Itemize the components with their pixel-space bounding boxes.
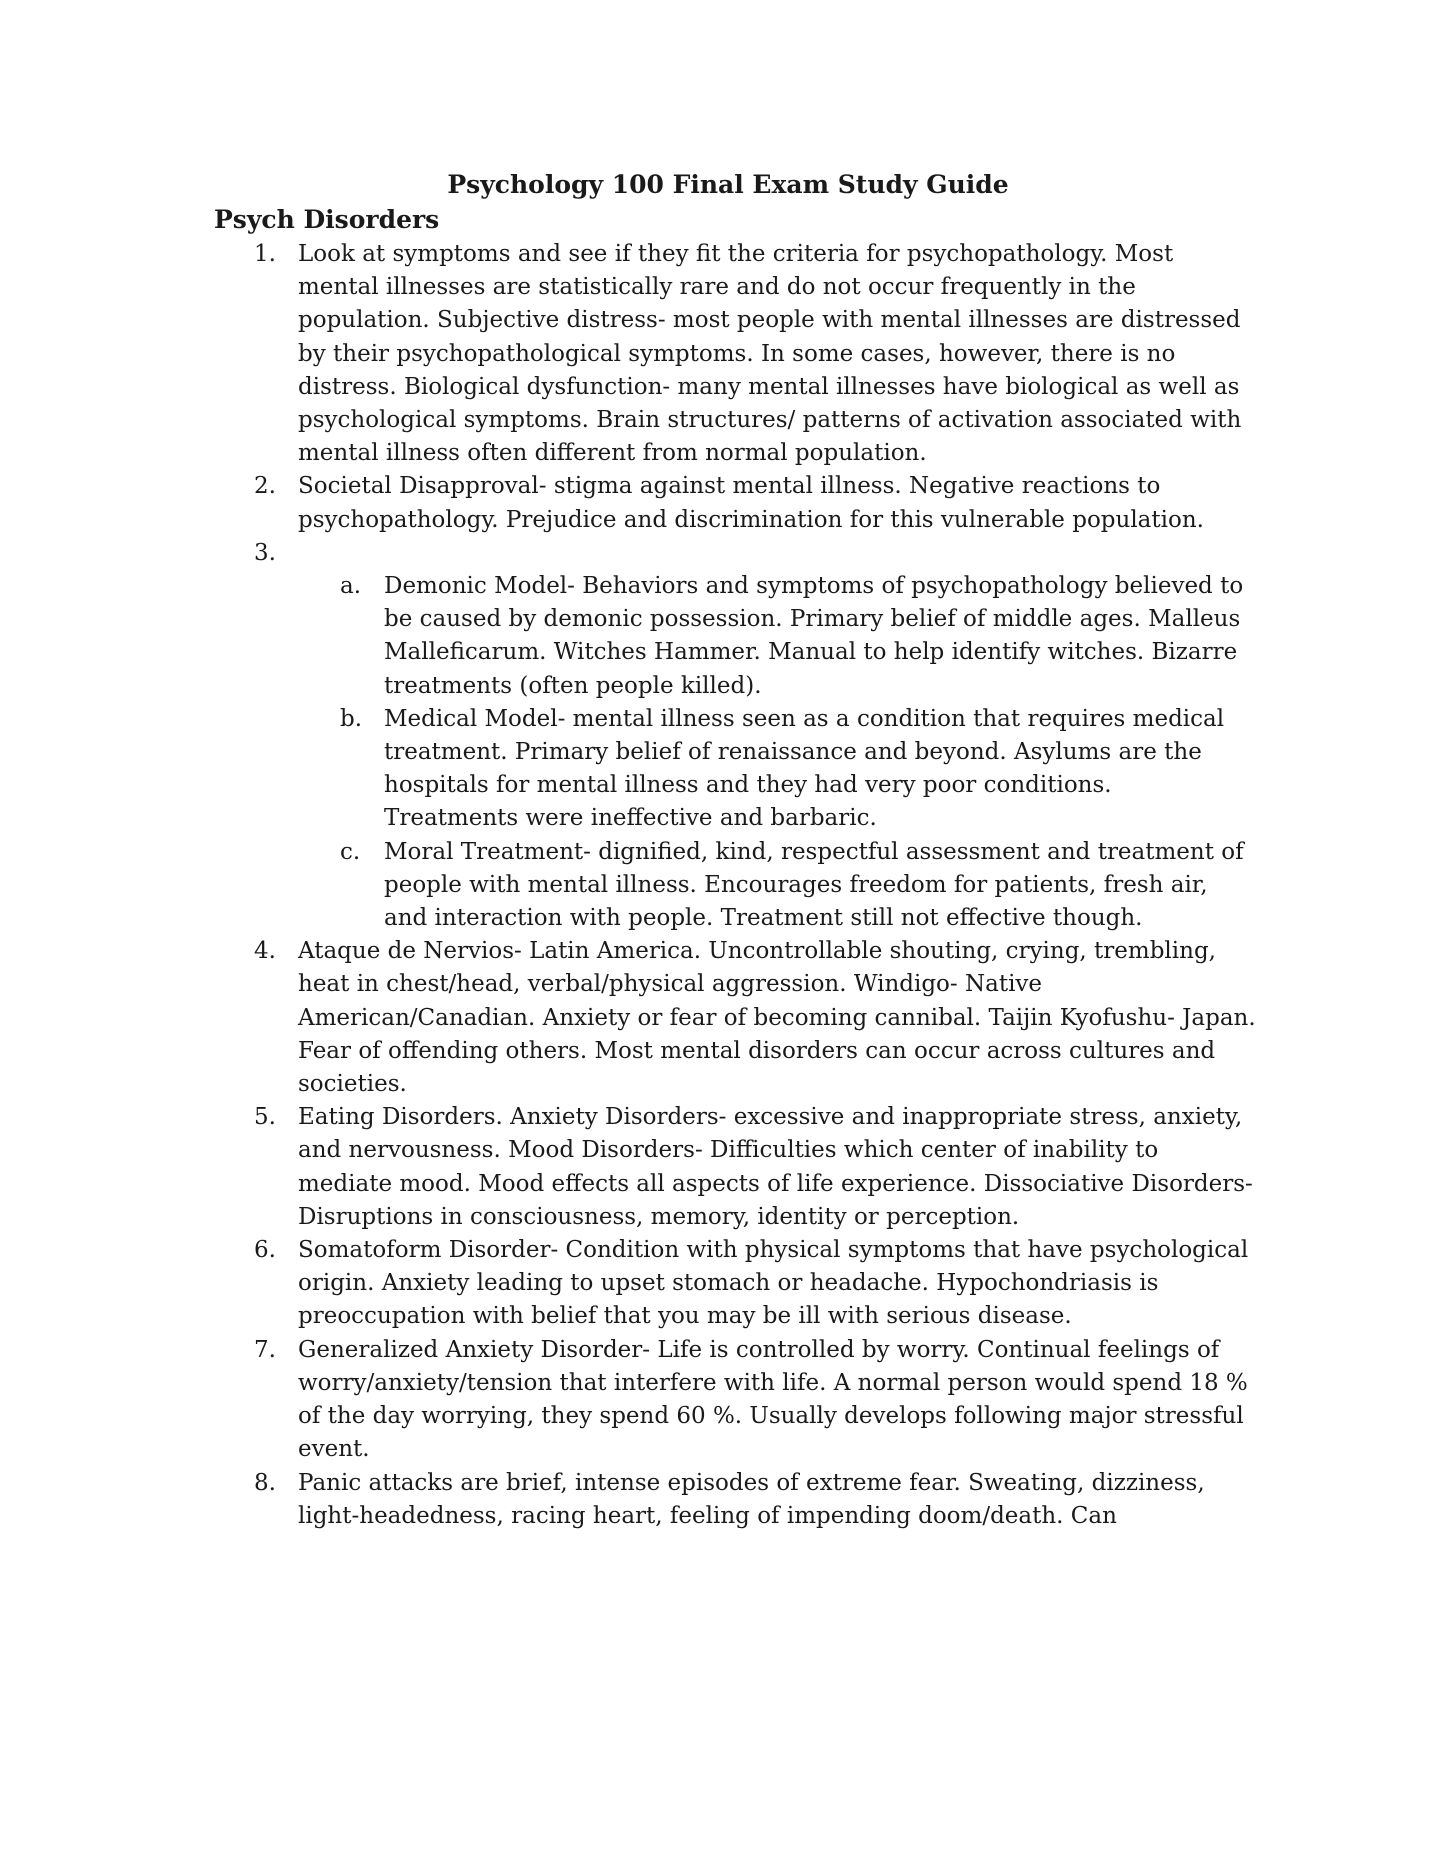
sublist-item-c: [214, 836, 1254, 936]
sublist-item-a: [214, 570, 1254, 703]
list-item-text: Somatoform Disorder- Condition with physical symptoms that have psychological origin. Anxiety leading to upset stomach or headache. Hypochondriasis is preoccupation with belief that you may be ill with serious disease.: [298, 1237, 1249, 1330]
list-item-text: Generalized Anxiety Disorder- Life is controlled by worry. Continual feelings of worry/anxiety/tension that interfere with life. A normal person would spend 18 % of the day worrying, they spend 60 %. Usually develops following major stressful event.: [298, 1336, 1248, 1463]
sublist-item-text: Moral Treatment- dignified, kind, respectful assessment and treatment of people with mental illness. Encourages freedom for patients, fresh air, and interaction with people. Treatment still not effective though.: [384, 838, 1244, 932]
list-item-text: Eating Disorders. Anxiety Disorders- excessive and inappropriate stress, anxiety, and nervousness. Mood Disorders- Difficulties which center of inability to mediate mood. Mood effects all aspects of life experience. Dissociative Disorders- Disruptions in consciousness, memory, identity or perception.: [298, 1104, 1253, 1230]
list-item-text: Panic attacks are brief, intense episodes of extreme fear. Sweating, dizziness, light-headedness, racing heart, feeling of impending doom/death. Can: [298, 1469, 1205, 1529]
list-item-3: [214, 537, 1254, 935]
list-item-7: [214, 1334, 1254, 1467]
list-item-number: 4.: [254, 938, 276, 965]
list-item-6: [214, 1234, 1254, 1334]
numbered-list: [214, 238, 1254, 1533]
sublist-item-text: Medical Model- mental illness seen as a condition that requires medical treatment. Primary belief of renaissance and beyond. Asylums are the hospitals for mental illness and they had very poor conditions. Treatments were ineffective and barbaric.: [384, 705, 1225, 832]
list-item-number: 5.: [254, 1104, 276, 1131]
list-item-number: 3.: [254, 539, 276, 566]
sublist-item-letter: a.: [340, 573, 362, 600]
sublist-item-b: [214, 703, 1254, 836]
sublist-item-text: Demonic Model- Behaviors and symptoms of psychopathology believed to be caused by demonic possession. Primary belief of middle ages. Malleus Malleficarum. Witches Hammer. Manual to help identify witches. Bizarre treatments (often people killed).: [384, 573, 1244, 699]
list-item-5: [214, 1101, 1254, 1234]
list-item-number: 7.: [254, 1336, 276, 1363]
list-item-text: Societal Disapproval- stigma against mental illness. Negative reactions to psychopathology. Prejudice and discrimination for this vulnerable population.: [298, 473, 1204, 533]
sublist-item-letter: c.: [340, 838, 361, 865]
list-item-8: [214, 1467, 1254, 1533]
empty-item-line: [298, 537, 1254, 570]
list-item-1: [214, 238, 1254, 470]
lettered-sublist: [298, 570, 1254, 935]
sublist-item-letter: b.: [340, 705, 363, 732]
list-item-2: [214, 470, 1254, 536]
document-title: Psychology 100 Final Exam Study Guide: [447, 170, 1009, 199]
list-item-number: 2.: [254, 473, 276, 500]
list-item-text: Look at symptoms and see if they fit the criteria for psychopathology. Most mental illnesses are statistically rare and do not occur frequently in the population. Subjective distress- most people with mental illnesses are distressed by their psychopathological symptoms. In some cases, however, there is no distress. Biological dysfunction- many mental illnesses have biological as well as psychological symptoms. Brain structures/ patterns of activation associated with mental illness often different from normal population.: [298, 241, 1242, 467]
list-item-number: 1.: [254, 241, 276, 267]
section-heading: Psych Disorders: [214, 205, 440, 234]
list-item-number: 6.: [254, 1237, 276, 1264]
list-item-number: 8.: [254, 1469, 276, 1496]
list-item-4: [214, 935, 1254, 1101]
list-item-text: Ataque de Nervios- Latin America. Uncontrollable shouting, crying, trembling, heat in chest/head, verbal/physical aggression. Windigo- Native American/Canadian. Anxiety or fear of becoming cannibal. Taijin Kyofushu- Japan. Fear of offending others. Most mental disorders can occur across cultures and societies.: [298, 938, 1256, 1098]
